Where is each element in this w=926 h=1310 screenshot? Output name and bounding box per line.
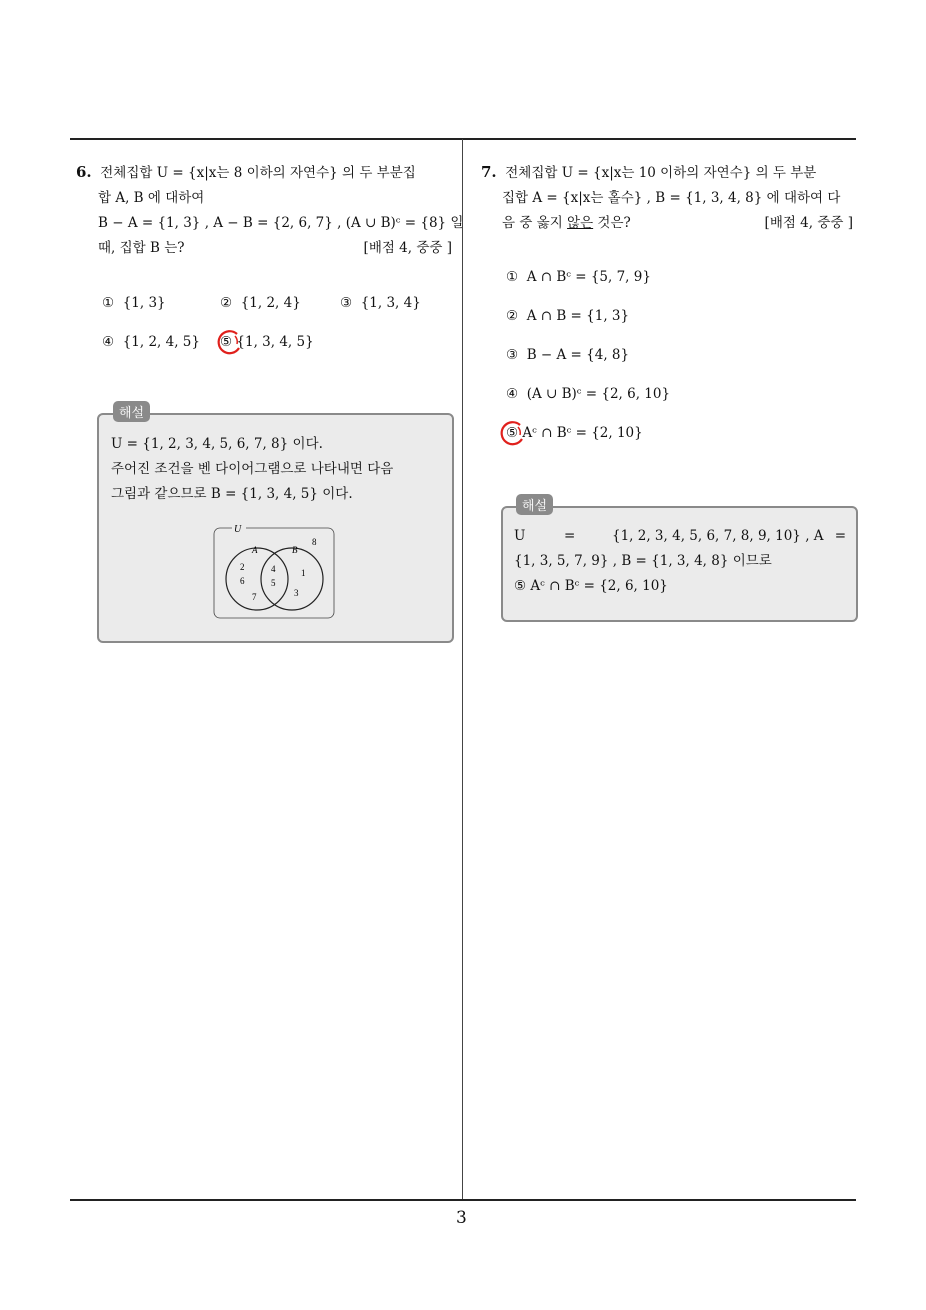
- q7-points: [배점 4, 중중 ]: [764, 215, 853, 231]
- column-divider: [462, 139, 463, 1201]
- venn-a-only-value: 2: [240, 562, 245, 572]
- q6-choice-2[interactable]: ② {1, 2, 4}: [220, 295, 301, 311]
- bottom-rule: [70, 1199, 856, 1201]
- q7-explanation-text: U = {1, 2, 3, 4, 5, 6, 7, 8, 9, 10} , A = {1, 3, 5, 7, 9} , B = {1, 3, 4, 8} 이므로 ⑤ Aᶜ ∩ Bᶜ = {2, 6, 10}: [514, 528, 846, 594]
- venn-outside-value: 8: [312, 537, 317, 547]
- venn-u-label: U: [234, 524, 242, 535]
- q7-explanation-tag: 해설: [516, 494, 553, 515]
- venn-circle-a: [226, 548, 288, 610]
- q7-choice-1[interactable]: ① A ∩ Bᶜ = {5, 7, 9}: [506, 269, 651, 285]
- q7-number: 7.: [481, 163, 497, 181]
- venn-a-only-value: 6: [240, 576, 245, 586]
- q6-points: [배점 4, 중중 ]: [363, 240, 452, 256]
- question-7: [481, 160, 857, 236]
- q7-choice-4[interactable]: ④ (A ∪ B)ᶜ = {2, 6, 10}: [506, 386, 671, 402]
- venn-b-only-value: 3: [294, 588, 299, 598]
- q7-choice-2[interactable]: ② A ∩ B = {1, 3}: [506, 308, 630, 324]
- q7-choice-5[interactable]: ⑤ Aᶜ ∩ Bᶜ = {2, 10}: [506, 425, 643, 441]
- q6-choice-3[interactable]: ③ {1, 3, 4}: [340, 295, 421, 311]
- question-6: [76, 160, 464, 261]
- q6-venn-diagram: [212, 522, 336, 622]
- page-number: 3: [456, 1208, 467, 1228]
- q6-line4: 때, 집합 B 는? [배점 4, 중중 ]: [76, 236, 456, 261]
- q6-line1: 6. 전체집합 U = {x|x는 8 이하의 자연수} 의 두 부분집: [76, 163, 416, 181]
- venn-both-value: 4: [271, 564, 276, 574]
- top-rule: [70, 138, 856, 140]
- q6-explanation-tag: 해설: [113, 401, 150, 422]
- q6-choice-4[interactable]: ④ {1, 2, 4, 5}: [102, 334, 200, 350]
- q6-number: 6.: [76, 163, 92, 181]
- venn-a-only-value: 7: [252, 592, 257, 602]
- q7-line2: 집합 A = {x|x는 홀수} , B = {1, 3, 4, 8} 에 대하여 다: [502, 190, 841, 206]
- venn-both-value: 5: [271, 578, 276, 588]
- q6-line3: B − A = {1, 3} , A − B = {2, 6, 7} , (A ∪ B)ᶜ = {8} 일: [98, 215, 464, 231]
- q6-line2: 합 A, B 에 대하여: [98, 190, 205, 206]
- venn-b-only-value: 1: [301, 568, 306, 578]
- venn-b-label: B: [292, 545, 298, 555]
- q6-explanation-text: U = {1, 2, 3, 4, 5, 6, 7, 8} 이다. 주어진 조건을 벤 다이어그램으로 나타내면 다음 그림과 같으므로 B = {1, 3, 4, 5} 이다.: [111, 436, 394, 502]
- q6-choice-5[interactable]: ⑤ {1, 3, 4, 5}: [220, 334, 314, 350]
- q7-line3: 음 중 옳지 않은 것은? [배점 4, 중중 ]: [481, 211, 857, 236]
- q6-answer-circle-icon: [215, 328, 245, 358]
- q7-underlined-word: 않은: [567, 215, 594, 231]
- q7-answer-circle-icon: [498, 419, 528, 449]
- q6-choice-1[interactable]: ① {1, 3}: [102, 295, 166, 311]
- venn-a-label: A: [252, 545, 258, 555]
- q7-line1: 7. 전체집합 U = {x|x는 10 이하의 자연수} 의 두 부분: [481, 163, 817, 181]
- q7-choice-3[interactable]: ③ B − A = {4, 8}: [506, 347, 630, 363]
